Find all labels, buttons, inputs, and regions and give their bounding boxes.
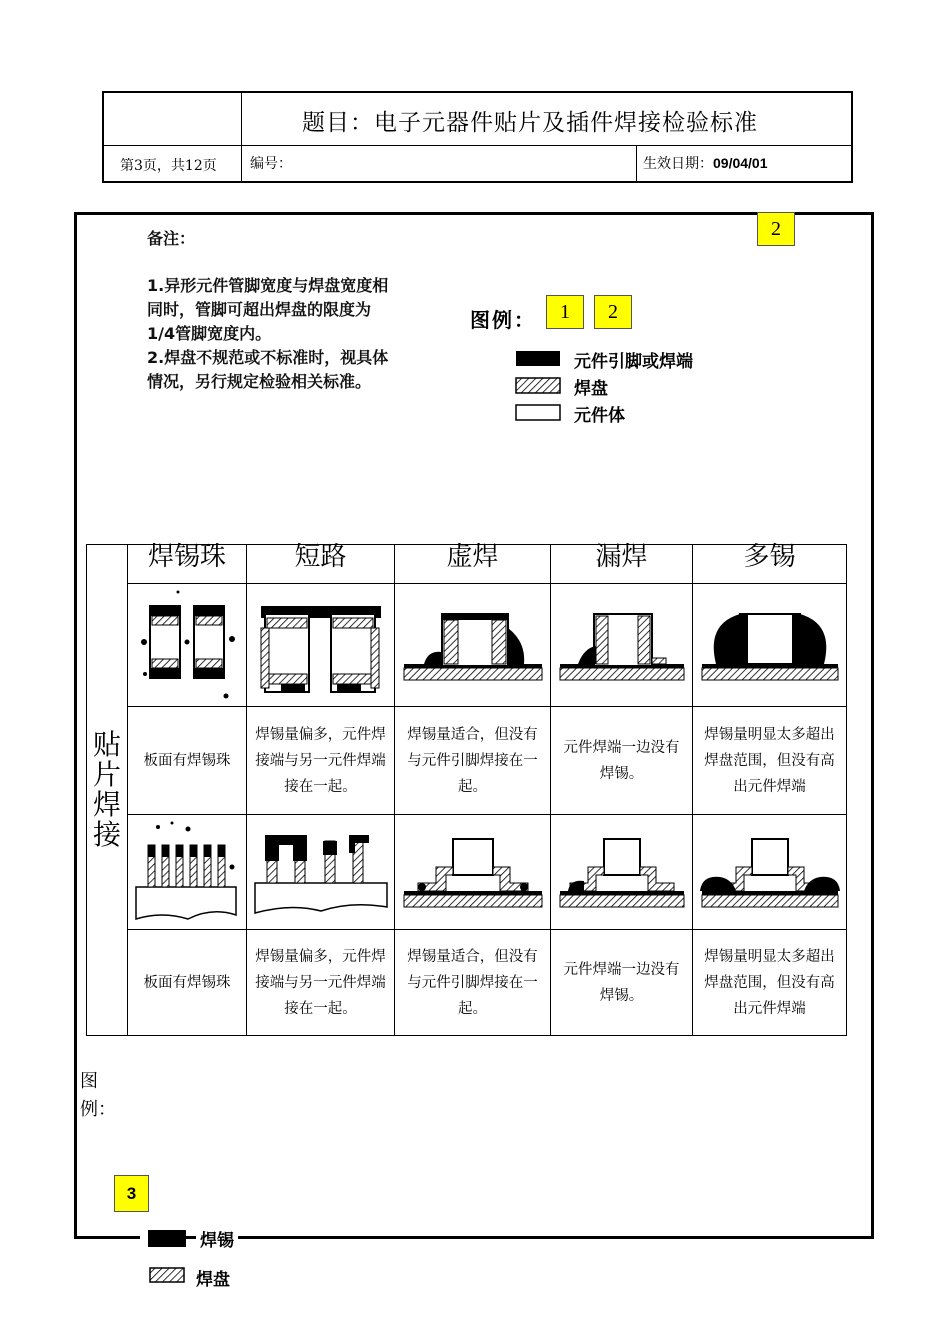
description-cell: 板面有焊锡珠 — [128, 707, 247, 815]
figure-legend-label: 图 例： — [80, 1071, 116, 1120]
diagram-missing-solder-chip — [551, 584, 693, 707]
diagram-excess-solder-chip — [693, 584, 847, 707]
col-header: 短路 — [247, 545, 395, 584]
bottom-legend-pad: 焊盘 — [196, 1270, 230, 1290]
document-number-label: 编号： — [250, 156, 292, 172]
header-divider — [241, 93, 242, 181]
pad-swatch — [150, 1268, 184, 1282]
legend-item-pad: 焊盘 — [574, 379, 608, 399]
diagram-cold-solder-pins — [395, 815, 551, 930]
bottom-legend-solder: 焊锡 — [196, 1226, 238, 1251]
body-swatch — [516, 405, 560, 420]
col-header: 漏焊 — [551, 545, 693, 584]
description-cell: 元件焊端一边没有焊锡。 — [551, 930, 693, 1036]
table-row — [87, 930, 847, 1036]
legend-badge-1: 1 — [546, 295, 584, 329]
side-label: 贴片焊接 — [87, 545, 128, 1036]
description-cell: 焊锡量适合，但没有与元件引脚焊接在一起。 — [395, 707, 551, 815]
legend-badge-2: 2 — [594, 295, 632, 329]
inspection-table — [86, 544, 847, 1036]
diagram-short-chip — [247, 584, 395, 707]
document-title: 题目：电子元器件贴片及插件焊接检验标准 — [302, 110, 758, 136]
badge-top-right: 2 — [757, 212, 795, 246]
lead-swatch — [516, 351, 560, 366]
table-row — [87, 815, 847, 930]
table-row — [87, 707, 847, 815]
effective-date-value: 09/04/01 — [713, 155, 768, 171]
legend-label: 图例： — [470, 308, 536, 332]
legend-item-lead: 元件引脚或焊端 — [574, 352, 693, 372]
diagram-solder-ball-pins — [128, 815, 247, 930]
diagram-missing-solder-pins — [551, 815, 693, 930]
badge-bottom: 3 — [114, 1175, 149, 1212]
col-header: 多锡 — [693, 545, 847, 584]
notes-title: 备注： — [147, 229, 196, 248]
notes-body: 1.异形元件管脚宽度与焊盘宽度相同时，管脚可超出焊盘的限度为1/4管脚宽度内。 2.焊盘不规范或不标准时，视具体情况，另行规定检验相关标准。 — [147, 276, 389, 391]
header-divider — [104, 145, 851, 146]
description-cell: 焊锡量明显太多超出焊盘范围，但没有高出元件焊端 — [693, 930, 847, 1036]
legend-swatches — [515, 349, 565, 425]
diagram-short-pins — [247, 815, 395, 930]
pad-swatch — [516, 378, 560, 393]
table-row — [87, 545, 847, 584]
col-header: 焊锡珠 — [128, 545, 247, 584]
diagram-solder-ball-chip — [128, 584, 247, 707]
solder-swatch — [148, 1230, 186, 1247]
description-cell: 焊锡量明显太多超出焊盘范围，但没有高出元件焊端 — [693, 707, 847, 815]
description-cell: 焊锡量偏多，元件焊接端与另一元件焊端接在一起。 — [247, 707, 395, 815]
col-header: 虚焊 — [395, 545, 551, 584]
diagram-cold-solder-chip — [395, 584, 551, 707]
table-row — [87, 584, 847, 707]
page-indicator: 第3页，共12页 — [120, 158, 217, 174]
diagram-excess-solder-pins — [693, 815, 847, 930]
effective-date — [643, 153, 768, 173]
bottom-legend-swatches — [140, 1226, 200, 1286]
description-cell: 板面有焊锡珠 — [128, 930, 247, 1036]
description-cell: 焊锡量适合，但没有与元件引脚焊接在一起。 — [395, 930, 551, 1036]
legend-item-body: 元件体 — [574, 406, 625, 426]
description-cell: 元件焊端一边没有焊锡。 — [551, 707, 693, 815]
header-divider — [636, 145, 637, 181]
description-cell: 焊锡量偏多，元件焊接端与另一元件焊端接在一起。 — [247, 930, 395, 1036]
effective-date-label: 生效日期： — [643, 156, 713, 172]
